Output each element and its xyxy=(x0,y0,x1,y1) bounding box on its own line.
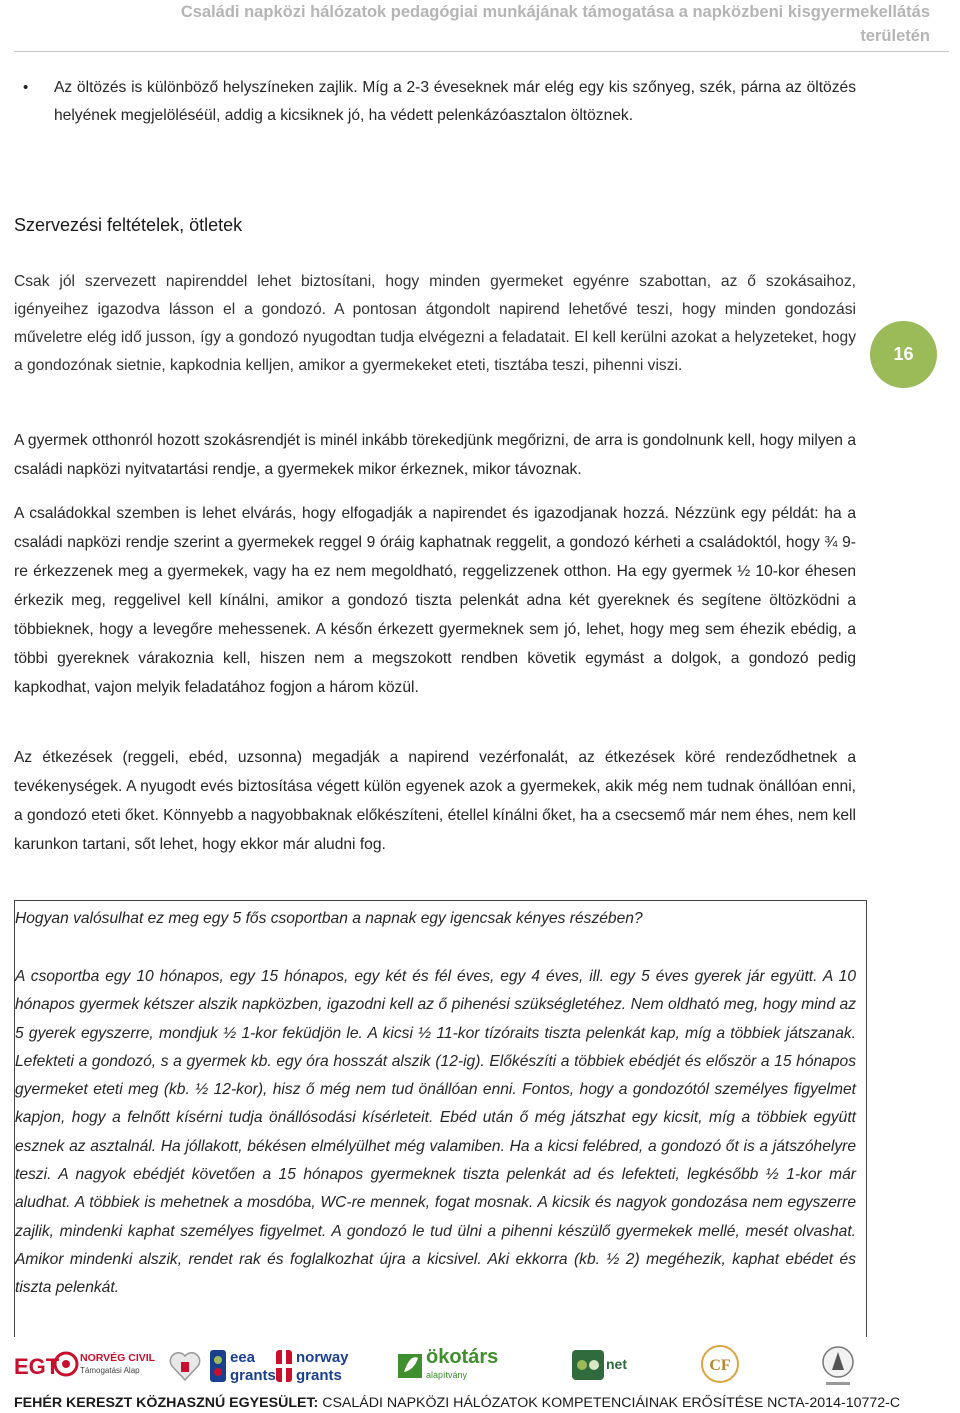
egt-emblem-icon xyxy=(52,1340,80,1392)
page-number-badge: 16 xyxy=(870,321,937,388)
header-title-line2: területén xyxy=(860,27,930,45)
footer-organization: FEHÉR KERESZT KÖZHASZNÚ EGYESÜLET: xyxy=(14,1395,319,1411)
cf-emblem-icon xyxy=(698,1340,742,1392)
eea-icon xyxy=(208,1340,228,1392)
sponsor-logos xyxy=(0,1340,960,1392)
svg-text:CF: CF xyxy=(709,1357,731,1374)
norveg-civil-logo: NORVÉG CIVIL Támogatási Alap xyxy=(80,1352,156,1375)
example-answer: A csoportba egy 10 hónapos, egy 15 hónapos, egy két és fél éves, egy 4 éves, ill. egy 5 éves gyerek jár együtt. A 10 hónapos gyermek kétszer alszik napközben, igazodni kell az ő pihenési szükségletéhez. Nem oldható meg, hogy mind az 5 gyerek egyszerre, mondjuk ½ 1-kor feküdjön le. A kicsi ½ 11-kor tízóraits tiszta pelenkát kap, míg a többiek játszanak. Lefekteti a gondozó, s a gyermek kb. egy óra hosszát alszik (12-ig). Előkészíti a többiek ebédjét és először a 15 hónapos gyermeket eteti meg (kb. ½ 12-kor), hisz ő még nem tud önállóan enni. Fontos, hogy a gondozótól személyes figyelmet kapjon, hogy a felnőtt kísérni tudja önállósodási kísérleteit. Ebéd után ő még játszhat egy kicsit, míg a többiek együtt esznek az asztalnál. Ha jóllakott, békésen elmélyülhet még valamiben. Ha a kicsi felébred, a gondozó őt is a játszóhelyre teszi. A nagyok ebédjét követően a 15 hónapos gyermeknek tiszta pelenkát ad és lefekteti, legkésőbb ½ 1-kor már aludhat. A többiek is mehetnek a mosdóba, WC-re mennek, fogat mosnak. A kicsik és nagyok gondozása nem egyszerre zajlik, mindenki kaphat személyes figyelmet. A gondozó le tud ülni a pihenni készülő gyermekek mellé, mesét olvashat. Amikor mindenki alszik, rendet rak és foglalkozhat újra a kicsivel. Aki ekkorra (kb. ½ 2) megéhezik, kaphat ebédet és tiszta pelenkát. xyxy=(15,968,856,1297)
norway-icon xyxy=(274,1340,294,1392)
header-title-line1: Családi napközi hálózatok pedagógiai munkájának támogatása a napközbeni kisgyermekellátás xyxy=(180,3,930,21)
esmnet-logo: net xyxy=(572,1340,642,1392)
running-header xyxy=(0,0,960,51)
footer-line xyxy=(14,1394,950,1413)
bullet-marker: • xyxy=(23,79,29,96)
paragraph-meals: Az étkezések (reggeli, ebéd, uzsonna) megadják a napirend vezérfonalát, az étkezések köré rendeződhetnek a tevékenységek. A nyugodt evés biztosítása végett külön egyenek azok a gyermekek, akik még nem tudnak önállóan enni, a gondozó eteti őket. Könnyebb a nagyobbaknak előkészíteni, étellel kínálni őket, ha a csecsemő már nem éhes, nem kell karunkon tartani, sőt lehet, hogy ekkor már aludni fog. xyxy=(14,749,856,853)
okotars-logo: ökotárs alapítvány xyxy=(426,1346,499,1380)
bullet-item-dressing: Az öltözés is különböző helyszíneken zajlik. Míg a 2-3 éveseknek már elég egy kis szőnyeg, szék, párna az öltözés helyének megjelöléséül, addig a kicsiknek jó, ha védett pelenkázóasztalon öltöznek. xyxy=(54,79,856,124)
example-question: Hogyan valósulhat ez meg egy 5 fős csoportban a napnak egy igencsak kényes részében? xyxy=(15,910,643,927)
eea-grants-logo: eea grants xyxy=(230,1349,276,1384)
hungary-heart-icon xyxy=(166,1340,204,1392)
footer-project: CSALÁDI NAPKÖZI HÁLÓZATOK KOMPETENCIÁINAK ERŐSÍTÉSE NCTA-2014-10772-C xyxy=(318,1395,901,1411)
header-divider xyxy=(14,51,949,52)
norway-grants-logo: norway grants xyxy=(296,1349,349,1384)
egt-logo: EGT xyxy=(14,1354,60,1379)
crest-icon xyxy=(820,1340,856,1392)
paragraph-home-routine: A gyermek otthonról hozott szokásrendjét is minél inkább törekedjünk megőrizni, de arra is gondolnunk kell, hogy milyen a családi napközi nyitvatartási rendje, a gyermekek mikor érkeznek, mikor távoznak. xyxy=(14,432,856,478)
okotars-leaf-icon xyxy=(396,1340,424,1392)
section-heading: Szervezési feltételek, ötletek xyxy=(14,215,243,235)
paragraph-family-expectations: A családokkal szemben is lehet elvárás, hogy elfogadják a napirendet és igazodjanak hozzá. Nézzünk egy példát: ha a családi napközi rendje szerint a gyermekek reggel 9 óráig kaphatnak reggelit, a gondozó kérheti a családoktól, hogy ¾ 9-re érkezzenek meg a gyermekek, vagy ha ez nem megoldható, reggelizzenek otthon. Ha egy gyermek ½ 10-kor éhesen érkezik meg, reggelivel kell kínálni, amikor a gondozó tiszta pelenkát adna két gyereknek és segítene öltözködni a többieknek, hogy a levegőre mehessenek. A későn érkezett gyermeknek sem jó, lehet, hogy meg sem éhezik ebédig, a többi gyereknek várakoznia kell, hiszen nem a megszokott rendben követik egymást a dolgok, a gondozó pedig kapkodhat, vajon melyik feladatához fogjon a három közül. xyxy=(14,505,856,696)
paragraph-organization: Csak jól szervezett napirenddel lehet biztosítani, hogy minden gyermeket egyénre szabottan, az ő szokásaihoz, igényeihez igazodva lásson el a gondozó. A pontosan átgondolt napirend lehetővé teszi, hogy minden gondozási műveletre elég idő jusson, így a gondozó nyugodtan tudja elvégezni a feladatait. El kell kerülni azokat a helyzeteket, hogy a gondozónak sietnie, kapkodnia kelljen, amikor a gyermekeket eteti, tisztába teszi, pihenni viszi. xyxy=(14,273,856,374)
example-box xyxy=(14,900,867,1337)
